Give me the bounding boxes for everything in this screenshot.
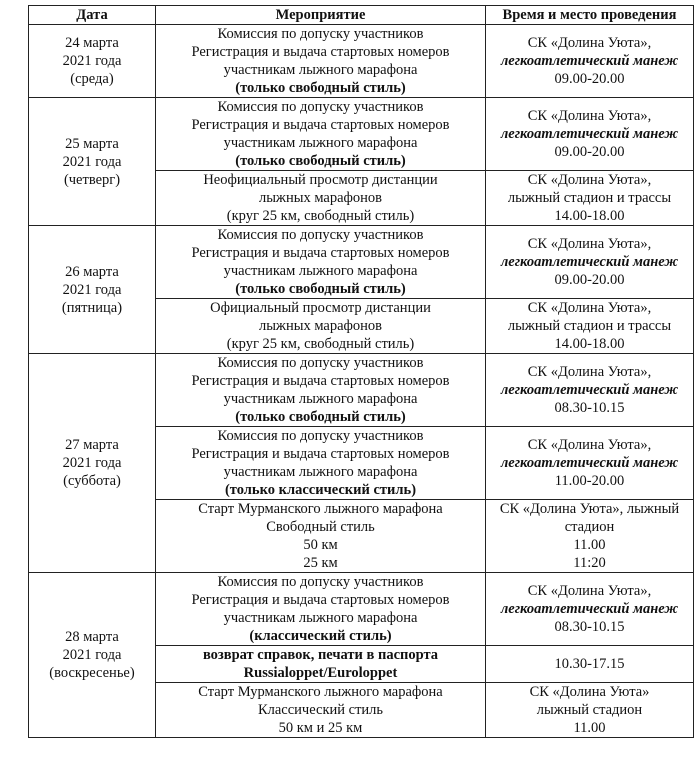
cell-line: СК «Долина Уюта», bbox=[527, 35, 652, 51]
cell-line: Комиссия по допуску участников bbox=[217, 227, 424, 243]
cell-line: СК «Долина Уюта», bbox=[527, 364, 652, 380]
cell-line: Комиссия по допуску участников bbox=[217, 428, 424, 444]
cell-line: Регистрация и выдача стартовых номеров bbox=[191, 592, 450, 608]
date-cell bbox=[29, 354, 156, 573]
cell-line: лыжных марафонов bbox=[258, 318, 383, 334]
cell-line: 11.00 bbox=[573, 537, 606, 553]
cell-line: легкоатлетический манеж bbox=[500, 126, 679, 142]
table-row bbox=[29, 573, 694, 646]
time-place-cell bbox=[486, 354, 694, 427]
time-place-cell bbox=[486, 683, 694, 738]
cell-line: Регистрация и выдача стартовых номеров bbox=[191, 245, 450, 261]
cell-line: Старт Мурманского лыжного марафона bbox=[198, 501, 443, 517]
date-cell bbox=[29, 98, 156, 226]
date-line: 24 марта bbox=[65, 35, 119, 51]
date-line: 26 марта bbox=[65, 263, 119, 280]
cell-line: Регистрация и выдача стартовых номеров bbox=[191, 44, 450, 60]
event-cell bbox=[156, 354, 486, 427]
cell-line: легкоатлетический манеж bbox=[500, 254, 679, 270]
time-place-cell bbox=[486, 226, 694, 299]
cell-line: Комиссия по допуску участников bbox=[217, 26, 424, 42]
table-row bbox=[29, 226, 694, 299]
cell-line: 11.00 bbox=[573, 720, 606, 736]
cell-line: участникам лыжного марафона bbox=[223, 610, 418, 626]
date-line: 2021 года bbox=[62, 53, 122, 69]
cell-line: Официальный просмотр дистанции bbox=[210, 300, 431, 316]
cell-line: Свободный стиль bbox=[266, 519, 375, 535]
cell-line: СК «Долина Уюта» bbox=[529, 684, 650, 700]
time-place-cell bbox=[486, 171, 694, 226]
date-line: 2021 года bbox=[62, 647, 122, 663]
cell-line: легкоатлетический манеж bbox=[500, 455, 679, 471]
cell-line: 11:20 bbox=[573, 555, 606, 571]
cell-line: (только свободный стиль) bbox=[235, 281, 406, 297]
time-place-cell bbox=[486, 427, 694, 500]
cell-line: 14.00-18.00 bbox=[554, 336, 625, 352]
date-line: 25 марта bbox=[65, 135, 119, 152]
cell-line: лыжный стадион bbox=[536, 702, 643, 718]
cell-line: 09.00-20.00 bbox=[554, 71, 625, 87]
cell-line: СК «Долина Уюта», bbox=[527, 236, 652, 252]
cell-line: участникам лыжного марафона bbox=[223, 391, 418, 407]
cell-line: (круг 25 км, свободный стиль) bbox=[226, 208, 415, 224]
date-cell bbox=[29, 573, 156, 738]
event-cell bbox=[156, 427, 486, 500]
cell-line: участникам лыжного марафона bbox=[223, 464, 418, 480]
cell-line: 09.00-20.00 bbox=[554, 272, 625, 288]
time-place-cell bbox=[486, 299, 694, 354]
header-time-place: Время и место проведения bbox=[486, 6, 694, 25]
cell-line: (только свободный стиль) bbox=[235, 153, 406, 169]
cell-line: лыжных марафонов bbox=[258, 190, 383, 206]
time-place-cell bbox=[486, 646, 694, 683]
cell-line: 50 км и 25 км bbox=[278, 720, 363, 736]
cell-line: Комиссия по допуску участников bbox=[217, 574, 424, 590]
cell-line: (классический стиль) bbox=[249, 628, 392, 644]
event-cell bbox=[156, 226, 486, 299]
date-line: 2021 года bbox=[62, 281, 122, 298]
cell-line: лыжный стадион и трассы bbox=[507, 318, 672, 334]
cell-line: 14.00-18.00 bbox=[554, 208, 625, 224]
cell-line: (только свободный стиль) bbox=[235, 80, 406, 96]
cell-line: 11.00-20.00 bbox=[554, 473, 625, 489]
cell-line: 50 км bbox=[303, 537, 338, 553]
date-line: 2021 года bbox=[62, 455, 122, 471]
time-place-cell bbox=[486, 25, 694, 98]
cell-line: участникам лыжного марафона bbox=[223, 135, 418, 151]
cell-line: участникам лыжного марафона bbox=[223, 263, 418, 279]
event-cell bbox=[156, 646, 486, 683]
cell-line: Комиссия по допуску участников bbox=[217, 355, 424, 371]
cell-line: (круг 25 км, свободный стиль) bbox=[226, 336, 415, 352]
cell-line: (только свободный стиль) bbox=[235, 409, 406, 425]
cell-line: СК «Долина Уюта», bbox=[527, 172, 652, 188]
cell-line: участникам лыжного марафона bbox=[223, 62, 418, 78]
cell-line: СК «Долина Уюта», bbox=[527, 437, 652, 453]
cell-line: СК «Долина Уюта», лыжный bbox=[499, 501, 680, 517]
cell-line: СК «Долина Уюта», bbox=[527, 583, 652, 599]
cell-line: Регистрация и выдача стартовых номеров bbox=[191, 373, 450, 389]
date-line: (воскресенье) bbox=[49, 665, 135, 681]
cell-line: Неофициальный просмотр дистанции bbox=[203, 172, 438, 188]
date-cell bbox=[29, 25, 156, 98]
date-line: (среда) bbox=[70, 71, 114, 87]
event-cell bbox=[156, 299, 486, 354]
date-line: (суббота) bbox=[63, 473, 121, 489]
cell-line: Комиссия по допуску участников bbox=[217, 99, 424, 115]
header-row bbox=[29, 6, 694, 25]
time-place-cell bbox=[486, 98, 694, 171]
cell-line: Классический стиль bbox=[257, 702, 384, 718]
cell-line: Регистрация и выдача стартовых номеров bbox=[191, 446, 450, 462]
date-line: 27 марта bbox=[65, 437, 119, 453]
cell-line: стадион bbox=[564, 519, 615, 535]
cell-line: 25 км bbox=[303, 555, 338, 571]
table-row bbox=[29, 354, 694, 427]
event-cell bbox=[156, 25, 486, 98]
event-cell bbox=[156, 500, 486, 573]
date-line: 28 марта bbox=[65, 629, 119, 645]
event-cell bbox=[156, 98, 486, 171]
cell-line: легкоатлетический манеж bbox=[500, 382, 679, 398]
time-place-cell bbox=[486, 500, 694, 573]
date-line: (четверг) bbox=[63, 171, 121, 188]
event-cell bbox=[156, 683, 486, 738]
cell-line: возврат справок, печати в паспорта bbox=[202, 647, 439, 663]
event-cell bbox=[156, 573, 486, 646]
cell-line: Russialoppet/Euroloppet bbox=[243, 665, 398, 681]
cell-line: 09.00-20.00 bbox=[554, 144, 625, 160]
date-cell bbox=[29, 226, 156, 354]
cell-line: 08.30-10.15 bbox=[554, 400, 625, 416]
cell-line: легкоатлетический манеж bbox=[500, 601, 679, 617]
event-cell bbox=[156, 171, 486, 226]
cell-line: легкоатлетический манеж bbox=[500, 53, 679, 69]
date-line: 2021 года bbox=[62, 153, 122, 170]
cell-line: СК «Долина Уюта», bbox=[527, 108, 652, 124]
header-date: Дата bbox=[29, 6, 156, 25]
date-line: (пятница) bbox=[61, 299, 123, 316]
time-place-cell bbox=[486, 573, 694, 646]
header-event: Мероприятие bbox=[156, 6, 486, 25]
cell-line: лыжный стадион и трассы bbox=[507, 190, 672, 206]
cell-line: 10.30-17.15 bbox=[554, 656, 625, 672]
cell-line: СК «Долина Уюта», bbox=[527, 300, 652, 316]
cell-line: Регистрация и выдача стартовых номеров bbox=[191, 117, 450, 133]
table-row bbox=[29, 98, 694, 171]
cell-line: Старт Мурманского лыжного марафона bbox=[198, 684, 443, 700]
table-row bbox=[29, 25, 694, 98]
cell-line: (только классический стиль) bbox=[224, 482, 417, 498]
schedule-body bbox=[29, 25, 694, 738]
schedule-table bbox=[28, 5, 694, 738]
cell-line: 08.30-10.15 bbox=[554, 619, 625, 635]
